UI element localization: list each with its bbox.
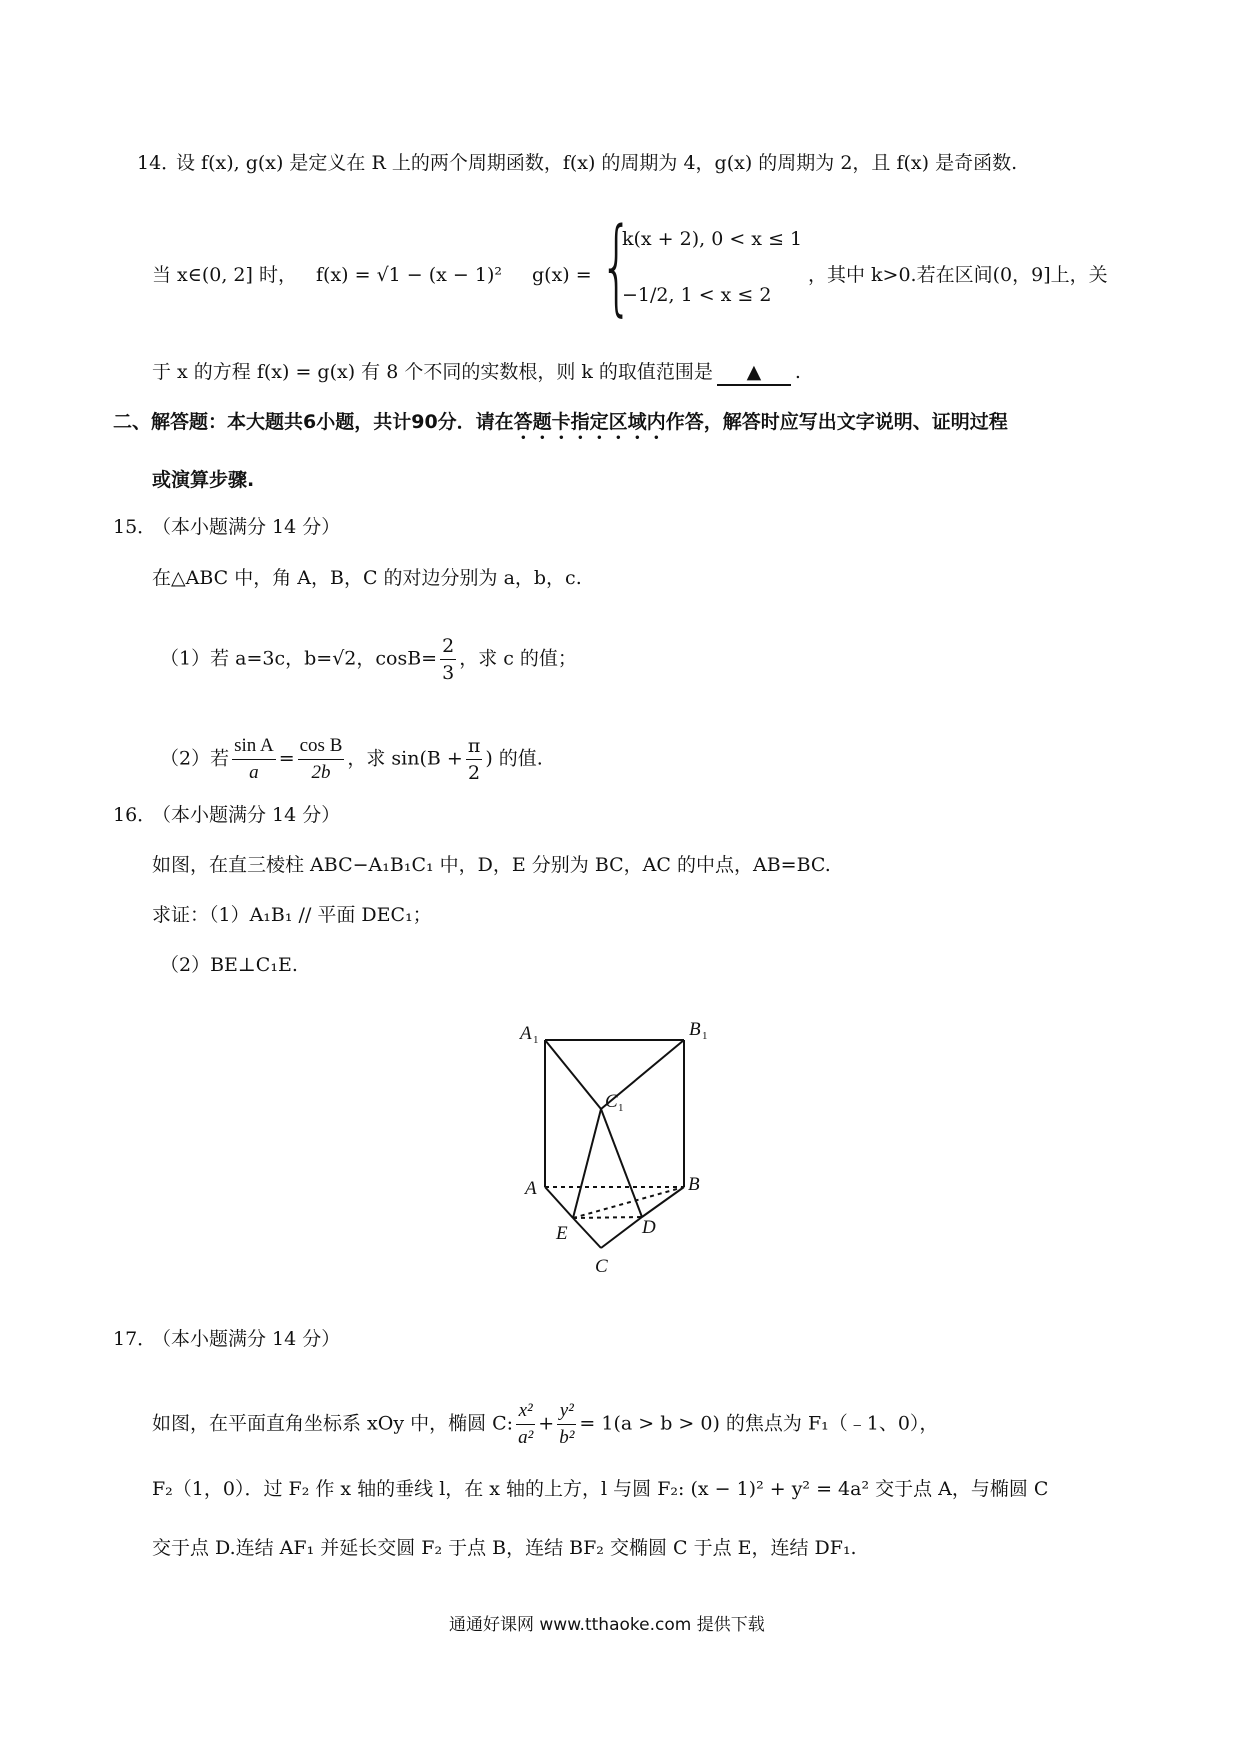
q14-when: 当 x∈(0, 2] 时，	[152, 264, 297, 286]
fraction: $\frac{\pi}{2}$	[467, 735, 481, 784]
section2-heading: 二、解答题：本大题共6小题，共计90分．请在答题卡指定区域内作答，解答时应写出文字说明、证明过程	[113, 411, 1008, 433]
label-B1: B	[689, 1019, 701, 1040]
footer: 通通好课网 www.tthaoke.com 提供下载	[449, 1615, 765, 1635]
edge-AE	[545, 1187, 573, 1218]
edge-EC	[573, 1218, 601, 1248]
q16-prove1: 求证：（1）A₁B₁ // 平面 DEC₁；	[152, 904, 432, 926]
q17-line2: F₂（1，0）．过 F₂ 作 x 轴的垂线 l，在 x 轴的上方，l 与圆 F₂: (x − 1)² + y² = 4a² 交于点 A，与椭圆 C	[152, 1478, 1049, 1500]
q14-intro: 设 f(x), g(x) 是定义在 R 上的两个周期函数，f(x) 的周期为 4，g(x) 的周期为 2，且 f(x) 是奇函数.	[176, 152, 1018, 174]
q17-line3: 交于点 D.连结 AF₁ 并延长交圆 F₂ 于点 B，连结 BF₂ 交椭圆 C 于点 E，连结 DF₁.	[152, 1537, 857, 1559]
label-A: A	[525, 1178, 537, 1199]
label-A1: A	[520, 1023, 532, 1044]
answer-blank: ▲	[717, 360, 791, 386]
emphasized-region: 答题卡指定区域内	[513, 411, 666, 433]
edge-A1C1	[545, 1040, 601, 1109]
q17-number: 17．	[113, 1328, 157, 1350]
q14-case-2: −1/2, 1 < x ≤ 2	[622, 284, 772, 306]
q14-g-label: g(x) =	[532, 264, 592, 286]
q16-score: （本小题满分 14 分）	[152, 804, 341, 826]
label-E: E	[556, 1223, 568, 1244]
q14-case-1: k(x + 2), 0 < x ≤ 1	[622, 228, 803, 250]
fraction: $\frac{\text{y²}}{\text{b²}}$	[559, 1400, 575, 1448]
fraction: $\frac{\text{x²}}{\text{a²}}$	[518, 1400, 534, 1448]
q16-stem: 如图，在直三棱柱 ABC−A₁B₁C₁ 中，D，E 分别为 BC，AC 的中点，AB=BC.	[152, 854, 831, 876]
label-D: D	[642, 1217, 656, 1238]
label-C: C	[595, 1256, 608, 1277]
label-B1-subscript: 1	[702, 1030, 708, 1042]
edge-CD	[601, 1217, 642, 1248]
label-C1: C	[605, 1091, 618, 1112]
edge-BE-hidden	[573, 1187, 684, 1218]
q14-brace: {	[600, 205, 634, 327]
q15-stem: 在△ABC 中，角 A，B，C 的对边分别为 a，b，c.	[152, 567, 582, 589]
prism-figure	[515, 1015, 745, 1285]
edge-C1E	[573, 1109, 601, 1218]
label-A1-subscript: 1	[533, 1034, 539, 1046]
q15-part2: （2）若 $\frac{\text{sin A}}{a}$ = $\frac{\text{cos B}}{2b}$ ，求 sin(B + $\frac{\pi}{2}$ ) 的值.	[160, 735, 543, 784]
q14-tail: ，其中 k>0.若在区间(0，9]上，关	[808, 264, 1108, 286]
q14-line3: 于 x 的方程 f(x) = g(x) 有 8 个不同的实数根，则 k 的取值范围是 ▲ .	[152, 360, 801, 386]
q14-f-definition: f(x) = √1 − (x − 1)²	[316, 264, 503, 286]
fraction: $\frac{\text{cos B}}{2b}$	[299, 735, 343, 783]
label-B: B	[688, 1174, 700, 1195]
edge-ED-hidden	[573, 1217, 642, 1218]
q17-score: （本小题满分 14 分）	[152, 1328, 341, 1350]
q15-score: （本小题满分 14 分）	[152, 516, 341, 538]
label-C1-subscript: 1	[618, 1102, 624, 1114]
q15-number: 15．	[113, 516, 157, 538]
fraction: $\frac{\text{sin A}}{a}$	[234, 735, 274, 783]
q16-number: 16．	[113, 804, 157, 826]
q15-part1: （1）若 a=3c，b=√2，cosB= $\frac{2}{3}$ ，求 c 的值；	[160, 635, 577, 684]
edge-DB	[642, 1187, 684, 1217]
q17-line1: 如图，在平面直角坐标系 xOy 中，椭圆 C: $\frac{\text{x²}}{\text{a²}}$ + $\frac{\text{y²}}{\text{b²}}$ = 1(a > b > 0) 的焦点为 F₁（﹣1、0），	[152, 1398, 938, 1451]
section2-heading-line2: 或演算步骤.	[152, 469, 255, 491]
q14-number: 14．	[137, 152, 181, 174]
q16-prove2: （2）BE⊥C₁E.	[160, 954, 298, 976]
fraction: $\frac{2}{3}$	[442, 635, 455, 684]
